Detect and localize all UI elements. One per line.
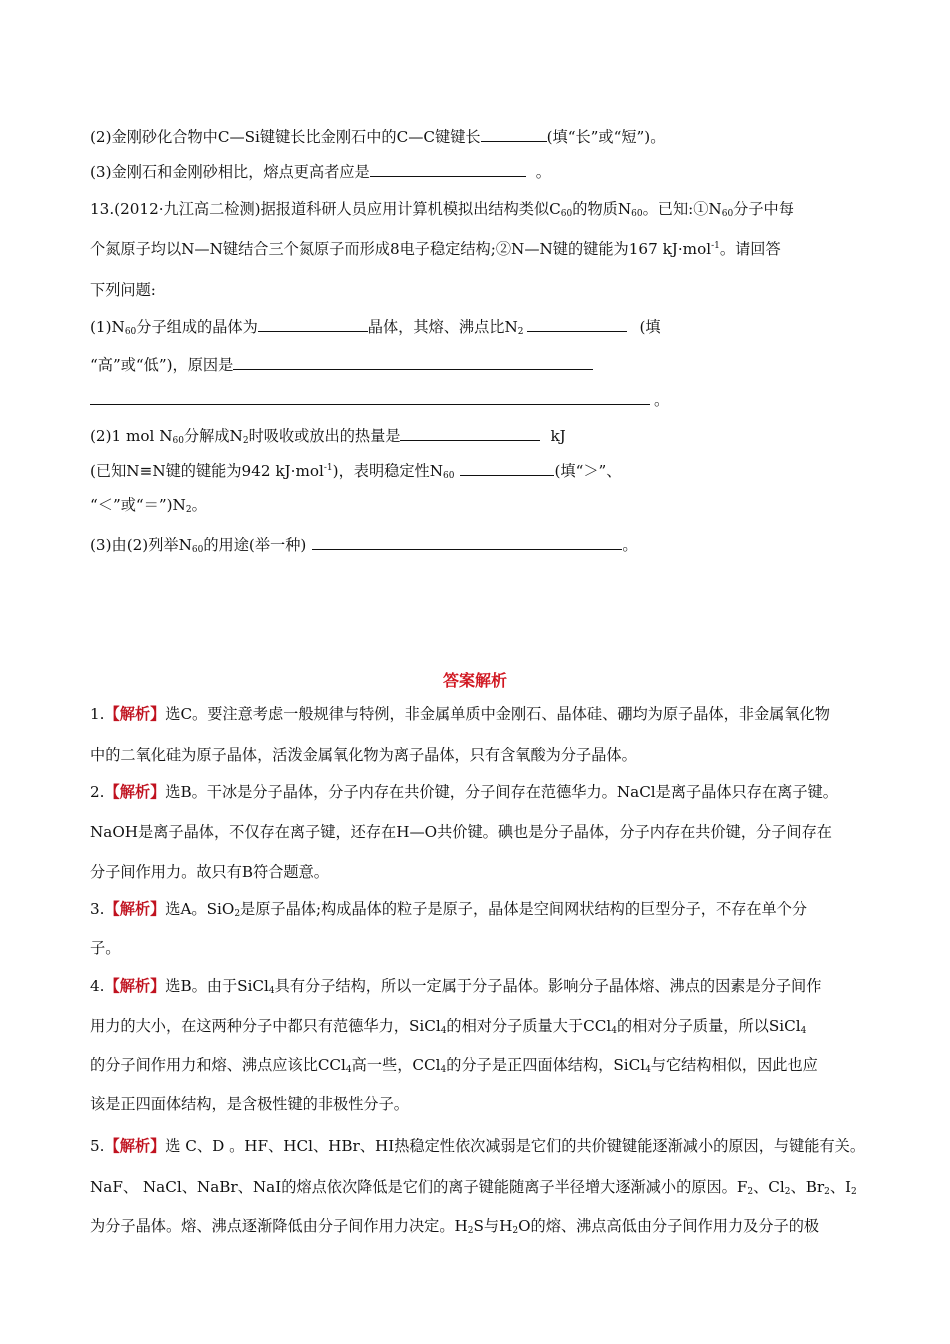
q13-part2-text: )，表明稳定性N xyxy=(332,462,444,480)
answer-blank[interactable] xyxy=(400,425,540,441)
answer-text: 为分子晶体。熔、沸点逐渐降低由分子间作用力决定。H xyxy=(90,1217,468,1235)
answer-text: 的分子间作用力和熔、沸点应该比CCl xyxy=(90,1056,346,1074)
subscript: 60 xyxy=(631,209,643,219)
answer-4-line3 xyxy=(90,1055,818,1075)
q12-part2-text: (2)金刚砂化合物中C—Si键键长比金刚石中的C—C键键长 xyxy=(90,128,481,146)
q13-part3-tail: 。 xyxy=(622,536,638,554)
q13-part2-text: “＜”或“＝”)N xyxy=(90,496,186,514)
answer-blank[interactable] xyxy=(258,316,368,332)
answer-3-line1 xyxy=(90,899,807,919)
q13-part1-text: (1)N xyxy=(90,318,125,336)
analysis-tag: 【解析】 xyxy=(104,900,166,918)
answer-text: NaF、 NaCl、NaBr、NaI的熔点依次降低是它们的离子键能随离子半径增大逐渐减小的原因。F xyxy=(90,1178,748,1196)
answer-text: 是原子晶体;构成晶体的粒子是原子，晶体是空间网状结构的巨型分子，不存在单个分 xyxy=(240,900,808,918)
answer-5-line3 xyxy=(90,1216,819,1236)
q13-part3-text: 的用途(举一种) xyxy=(203,536,307,554)
q13-part2-line1 xyxy=(90,425,566,446)
q13-part1-tail: 。 xyxy=(654,391,670,409)
answer-text: 的相对分子质量，所以SiCl xyxy=(616,1017,801,1035)
q13-part1-line1 xyxy=(90,316,661,337)
q13-part2-text: (已知N≡N键的键能为942 kJ·mol xyxy=(90,462,324,480)
subscript: 60 xyxy=(124,327,137,337)
q13-part1-text: “高”或“低”)，原因是 xyxy=(90,356,234,374)
q13-part2-text: (2)1 mol N xyxy=(90,427,173,445)
answer-4-line2 xyxy=(90,1016,806,1036)
q13-part2-line3 xyxy=(90,495,207,515)
answer-text: 分子间作用力。故只有B符合题意。 xyxy=(90,863,329,881)
subscript: 4 xyxy=(440,1026,447,1036)
subscript: 2 xyxy=(242,436,249,446)
q13-stem-text: 分子中每 xyxy=(733,200,794,218)
subscript: 2 xyxy=(747,1187,754,1197)
answer-number: 4. xyxy=(90,977,105,995)
answer-blank[interactable] xyxy=(233,354,593,370)
answer-number: 5. xyxy=(90,1137,105,1155)
subscript: 60 xyxy=(560,209,573,219)
subscript: 2 xyxy=(517,327,524,337)
q13-stem-text: 13.(2012·九江高二检测)据报道科研人员应用计算机模拟出结构类似C xyxy=(90,200,561,218)
answer-text: 高一些，CCl xyxy=(351,1056,441,1074)
subscript: 2 xyxy=(234,909,241,919)
analysis-tag: 【解析】 xyxy=(104,977,166,995)
q13-stem-text: 个氮原子均以N—N键结合三个氮原子而形成8电子稳定结构;②N—N键的键能为167 kJ·mol xyxy=(90,240,712,258)
q13-stem-line1 xyxy=(90,199,794,219)
answer-text: 选B。由于SiCl xyxy=(165,977,269,995)
subscript: 2 xyxy=(784,1187,791,1197)
analysis-tag: 【解析】 xyxy=(104,783,166,801)
q12-part3 xyxy=(90,161,551,182)
subscript: 4 xyxy=(268,986,275,996)
answer-text: 选 C、D 。HF、HCl、HBr、HI热稳定性依次减弱是它们的共价键键能逐渐减小的原因，与键能有关。 xyxy=(165,1137,866,1155)
answer-2-line2 xyxy=(90,822,832,842)
subscript: 4 xyxy=(440,1065,447,1075)
answer-text: 中的二氧化硅为原子晶体，活泼金属氧化物为离子晶体，只有含氧酸为分子晶体。 xyxy=(90,746,637,764)
q13-part1-line3 xyxy=(90,389,669,410)
q12-part3-text: (3)金刚石和金刚砂相比，熔点更高者应是 xyxy=(90,163,370,181)
answer-blank[interactable] xyxy=(460,460,554,476)
answer-2-line1 xyxy=(90,782,838,802)
answer-text: 与它结构相似，因此也应 xyxy=(650,1056,818,1074)
subscript: 2 xyxy=(185,505,192,515)
answer-5-line1 xyxy=(90,1136,865,1156)
answer-text: 的分子是正四面体结构，SiCl xyxy=(446,1056,646,1074)
answer-4-line1 xyxy=(90,976,821,996)
superscript: -1 xyxy=(323,463,333,473)
q13-part1-text: 晶体，其熔、沸点比N xyxy=(367,318,518,336)
answer-text: 用力的大小，在这两种分子中都只有范德华力，SiCl xyxy=(90,1017,441,1035)
answer-text: 、Br xyxy=(790,1178,825,1196)
answer-text: O的熔、沸点高低由分子间作用力及分子的极 xyxy=(518,1217,820,1235)
subscript: 4 xyxy=(800,1026,807,1036)
q13-part2-unit: kJ xyxy=(550,427,566,445)
answer-number: 2. xyxy=(90,783,105,801)
answer-text: S与H xyxy=(473,1217,513,1235)
analysis-tag: 【解析】 xyxy=(104,1137,166,1155)
answer-number: 3. xyxy=(90,900,105,918)
q13-part2-text: (填“＞”、 xyxy=(554,462,622,480)
answer-text: 选A。SiO xyxy=(165,900,235,918)
q13-part1-text: (填 xyxy=(639,318,661,336)
answer-blank[interactable] xyxy=(90,389,650,405)
subscript: 60 xyxy=(191,545,204,555)
answer-blank[interactable] xyxy=(527,316,627,332)
subscript: 2 xyxy=(512,1226,519,1236)
answer-2-line3 xyxy=(90,862,329,882)
answer-text: 该是正四面体结构，是含极性键的非极性分子。 xyxy=(90,1095,409,1113)
q12-part2-tail: (填“长”或“短”)。 xyxy=(546,128,666,146)
q13-part1-text: 分子组成的晶体为 xyxy=(136,318,258,336)
q13-stem-line2 xyxy=(90,239,781,259)
superscript: -1 xyxy=(711,241,720,251)
answer-1-line2 xyxy=(90,745,637,765)
subscript: 2 xyxy=(851,1187,857,1197)
q13-stem-text: 。已知:①N xyxy=(642,200,722,218)
q13-part3 xyxy=(90,534,638,555)
answer-5-line2 xyxy=(90,1177,857,1197)
answer-text: 选B。干冰是分子晶体，分子内存在共价键，分子间存在范德华力。NaCl是离子晶体只存在离子键。 xyxy=(165,783,838,801)
q13-part2-text: 。 xyxy=(191,496,207,514)
answer-text: 具有分子结构，所以一定属于分子晶体。影响分子晶体熔、沸点的因素是分子间作 xyxy=(274,977,822,995)
answer-1-line1 xyxy=(90,704,830,724)
analysis-tag: 【解析】 xyxy=(104,705,166,723)
answer-text: 、Cl xyxy=(753,1178,785,1196)
answer-blank[interactable] xyxy=(312,534,622,550)
subscript: 4 xyxy=(611,1026,617,1036)
subscript: 2 xyxy=(824,1187,830,1197)
q12-part3-tail: 。 xyxy=(535,163,551,181)
answer-text: NaOH是离子晶体，不仅存在离子键，还存在H—O共价键。碘也是分子晶体，分子内存在共价键，分子间存在 xyxy=(90,823,832,841)
answer-4-line4 xyxy=(90,1094,409,1114)
answer-text: 、I xyxy=(829,1178,852,1196)
q13-part3-text: (3)由(2)列举N xyxy=(90,536,192,554)
q13-part2-text: 时吸收或放出的热量是 xyxy=(248,427,401,445)
q13-stem-text: 的物质N xyxy=(572,200,632,218)
q13-part1-line2 xyxy=(90,354,593,375)
answer-number: 1. xyxy=(90,705,105,723)
subscript: 60 xyxy=(172,436,184,446)
subscript: 4 xyxy=(345,1065,352,1075)
q12-part2 xyxy=(90,126,665,147)
q13-stem-line3 xyxy=(90,280,156,300)
subscript: 60 xyxy=(443,471,455,481)
answers-title: 答案解析 xyxy=(442,671,507,690)
subscript: 60 xyxy=(721,209,734,219)
answer-text: 选C。要注意考虑一般规律与特例，非金属单质中金刚石、晶体硅、硼均为原子晶体，非金属氧化物 xyxy=(165,705,830,723)
answer-blank[interactable] xyxy=(370,161,526,177)
q13-stem-text: 下列问题: xyxy=(90,281,156,299)
answer-blank[interactable] xyxy=(481,126,547,142)
subscript: 2 xyxy=(467,1226,474,1236)
q13-part2-text: 分解成N xyxy=(183,427,243,445)
answer-text: 子。 xyxy=(90,939,121,957)
q13-stem-text: 。请回答 xyxy=(719,240,781,258)
q13-part2-line2 xyxy=(90,460,622,481)
subscript: 4 xyxy=(645,1065,651,1075)
answer-3-line2 xyxy=(90,938,120,958)
answer-text: 的相对分子质量大于CCl xyxy=(446,1017,612,1035)
